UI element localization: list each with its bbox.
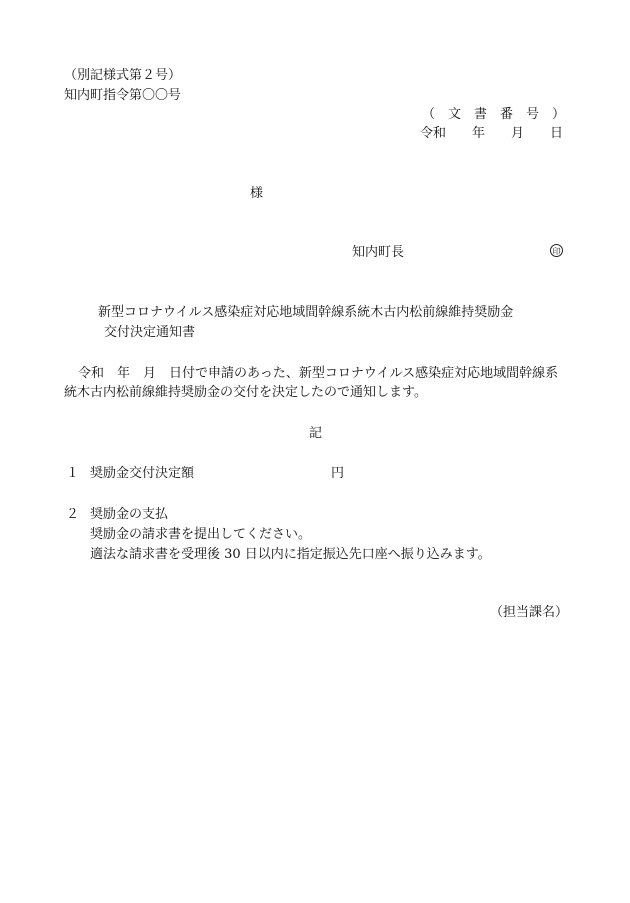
item1-number: １ — [66, 466, 80, 481]
item2-line2: 適法な請求書を受理後 30 日以内に指定振込先口座へ振り込みます。 — [90, 547, 491, 562]
body-text-line2: 統木古内松前線維持奨励金の交付を決定したので通知します。 — [64, 385, 427, 400]
document-title-line2: 交付決定通知書 — [104, 325, 196, 340]
body-text-line1: 令和 年 月 日付で申請のあった、新型コロナウイルス感染症対応地域間幹線系 — [78, 366, 559, 381]
issuer-name: 知内町長 — [352, 245, 405, 260]
item1-label: 奨励金交付決定額 — [90, 466, 195, 481]
addressee-suffix: 様 — [250, 186, 264, 201]
item2-label: 奨励金の支払 — [90, 507, 169, 522]
contact-department: （担当課名） — [490, 605, 569, 620]
seal-mark: 印 — [550, 244, 563, 257]
date-line: 令和 年 月 日 — [420, 126, 564, 141]
item2-number: ２ — [66, 507, 80, 522]
form-label: （別記様式第２号） — [64, 68, 182, 83]
item2-line1: 奨励金の請求書を提出してください。 — [90, 527, 312, 542]
document-title-line1: 新型コロナウイルス感染症対応地域間幹線系統木古内松前線維持奨励金 — [98, 305, 514, 320]
directive-number: 知内町指令第〇〇号 — [64, 88, 182, 103]
item1-unit: 円 — [331, 466, 345, 481]
ki-heading: 記 — [309, 426, 323, 441]
document-number: （ 文 書 番 号 ） — [422, 107, 566, 122]
